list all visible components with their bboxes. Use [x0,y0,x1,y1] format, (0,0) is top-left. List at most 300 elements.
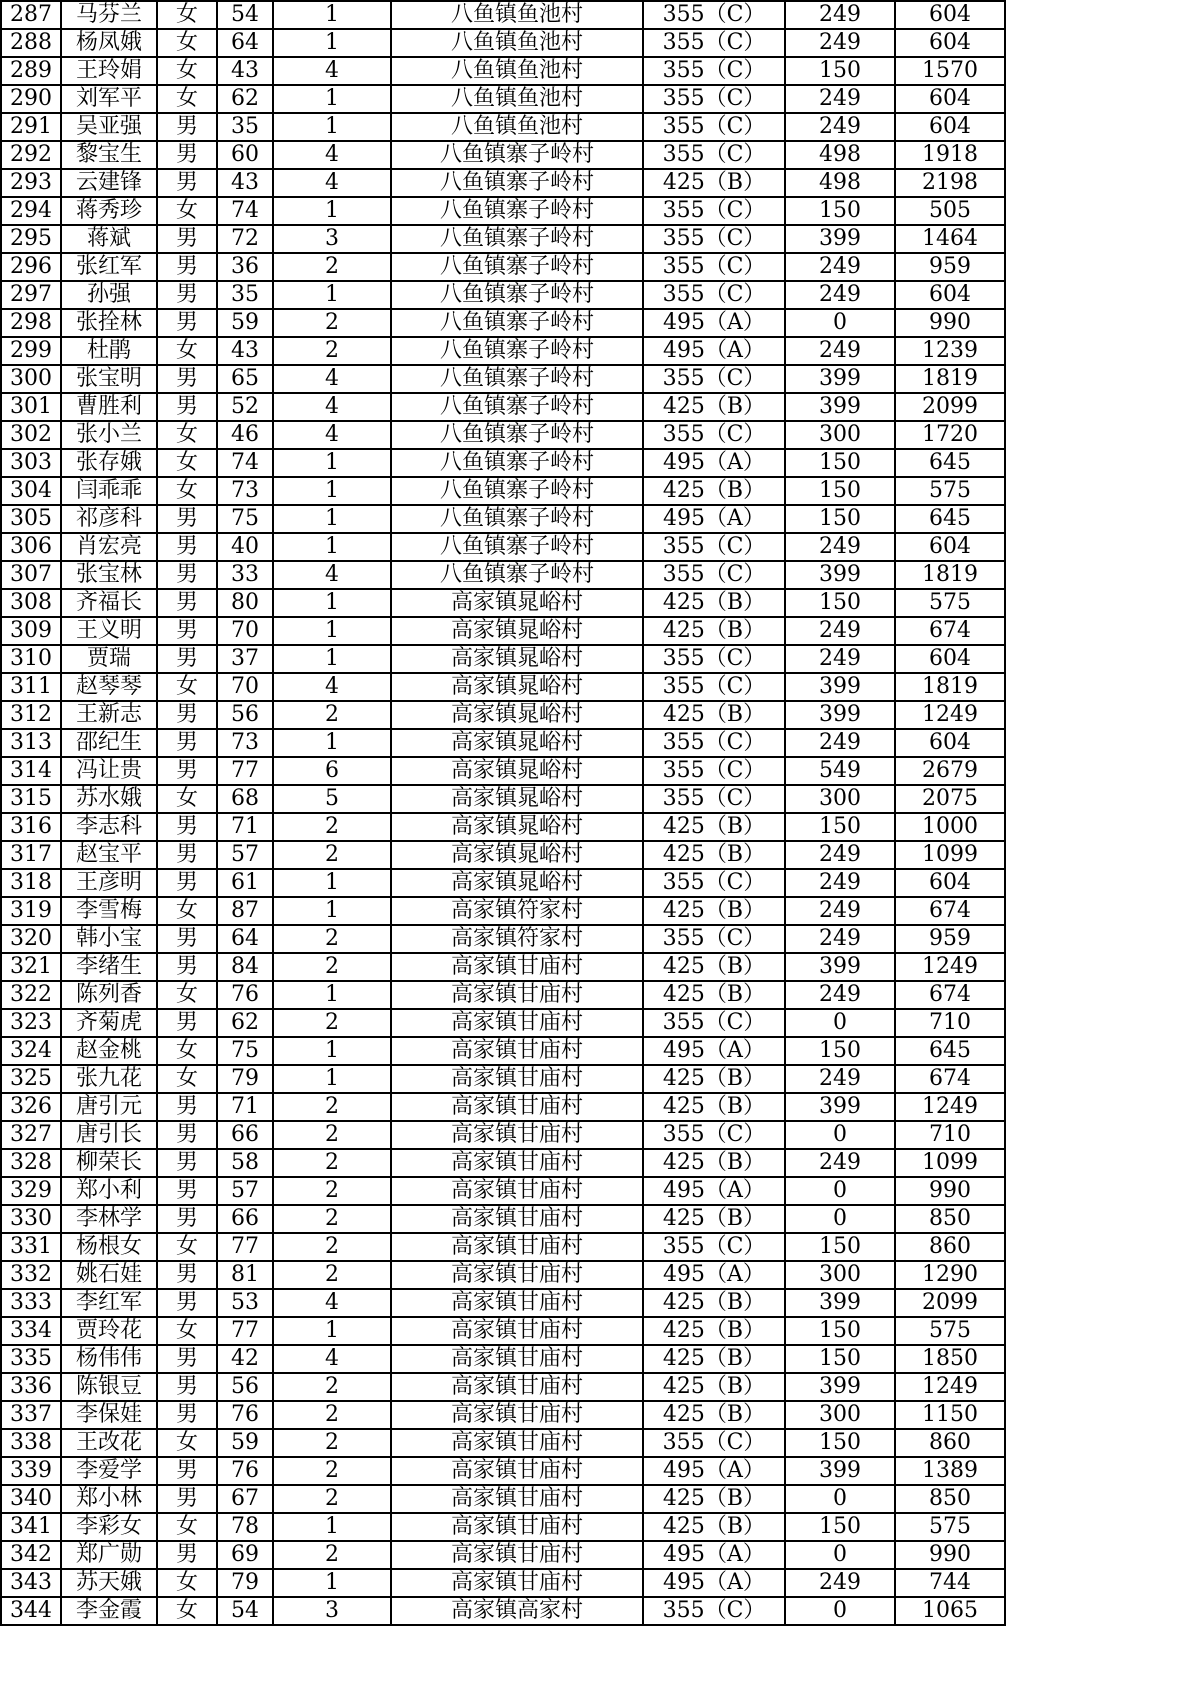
age-cell: 76 [217,981,273,1009]
table-row [1,85,1005,113]
gender-cell: 女 [157,1513,217,1541]
id-cell: 306 [1,533,61,561]
age-cell: 65 [217,365,273,393]
name-cell: 闫乖乖 [61,477,157,505]
amount-cell: 150 [785,57,895,85]
gender-cell: 女 [157,29,217,57]
amount-cell: 249 [785,841,895,869]
total-cell: 1249 [895,1093,1005,1121]
standard-cell: 355（C） [643,253,785,281]
total-cell: 1570 [895,57,1005,85]
total-cell: 604 [895,281,1005,309]
age-cell: 77 [217,1233,273,1261]
location-cell: 八鱼镇寨子岭村 [391,477,643,505]
count-cell: 2 [273,1457,391,1485]
table-row [1,925,1005,953]
total-cell: 575 [895,477,1005,505]
table-row [1,1065,1005,1093]
table-row [1,757,1005,785]
location-cell: 高家镇甘庙村 [391,1205,643,1233]
gender-cell: 男 [157,1009,217,1037]
standard-cell: 425（B） [643,841,785,869]
location-cell: 八鱼镇寨子岭村 [391,421,643,449]
gender-cell: 女 [157,1065,217,1093]
gender-cell: 男 [157,1345,217,1373]
id-cell: 317 [1,841,61,869]
total-cell: 1065 [895,1597,1005,1625]
standard-cell: 425（B） [643,1149,785,1177]
table-row [1,1289,1005,1317]
id-cell: 337 [1,1401,61,1429]
id-cell: 325 [1,1065,61,1093]
id-cell: 338 [1,1429,61,1457]
count-cell: 2 [273,1373,391,1401]
count-cell: 2 [273,1149,391,1177]
location-cell: 高家镇甘庙村 [391,981,643,1009]
age-cell: 70 [217,673,273,701]
total-cell: 674 [895,897,1005,925]
location-cell: 高家镇甘庙村 [391,1373,643,1401]
name-cell: 贾瑞 [61,645,157,673]
gender-cell: 女 [157,197,217,225]
total-cell: 1000 [895,813,1005,841]
name-cell: 赵宝平 [61,841,157,869]
amount-cell: 150 [785,1345,895,1373]
gender-cell: 女 [157,1317,217,1345]
id-cell: 313 [1,729,61,757]
location-cell: 高家镇甘庙村 [391,1149,643,1177]
table-row [1,589,1005,617]
count-cell: 2 [273,1009,391,1037]
total-cell: 2099 [895,1289,1005,1317]
standard-cell: 355（C） [643,141,785,169]
age-cell: 43 [217,337,273,365]
count-cell: 1 [273,589,391,617]
age-cell: 77 [217,757,273,785]
id-cell: 320 [1,925,61,953]
count-cell: 1 [273,477,391,505]
standard-cell: 495（A） [643,449,785,477]
name-cell: 肖宏亮 [61,533,157,561]
location-cell: 高家镇甘庙村 [391,1093,643,1121]
count-cell: 2 [273,1233,391,1261]
age-cell: 64 [217,29,273,57]
id-cell: 294 [1,197,61,225]
gender-cell: 女 [157,1233,217,1261]
location-cell: 八鱼镇鱼池村 [391,57,643,85]
total-cell: 990 [895,309,1005,337]
name-cell: 孙强 [61,281,157,309]
standard-cell: 355（C） [643,729,785,757]
table-row [1,533,1005,561]
amount-cell: 249 [785,897,895,925]
amount-cell: 150 [785,505,895,533]
table-row [1,281,1005,309]
location-cell: 高家镇甘庙村 [391,1177,643,1205]
amount-cell: 399 [785,393,895,421]
total-cell: 674 [895,617,1005,645]
id-cell: 308 [1,589,61,617]
amount-cell: 399 [785,1457,895,1485]
name-cell: 吴亚强 [61,113,157,141]
table-row [1,1261,1005,1289]
id-cell: 309 [1,617,61,645]
age-cell: 64 [217,925,273,953]
id-cell: 331 [1,1233,61,1261]
id-cell: 326 [1,1093,61,1121]
total-cell: 604 [895,869,1005,897]
amount-cell: 249 [785,617,895,645]
count-cell: 2 [273,1205,391,1233]
id-cell: 296 [1,253,61,281]
name-cell: 李志科 [61,813,157,841]
id-cell: 344 [1,1597,61,1625]
count-cell: 2 [273,701,391,729]
name-cell: 祁彦科 [61,505,157,533]
standard-cell: 425（B） [643,1317,785,1345]
table-row [1,701,1005,729]
count-cell: 2 [273,1177,391,1205]
gender-cell: 男 [157,533,217,561]
table-row [1,1429,1005,1457]
name-cell: 陈银豆 [61,1373,157,1401]
standard-cell: 495（A） [643,1177,785,1205]
id-cell: 301 [1,393,61,421]
total-cell: 850 [895,1485,1005,1513]
gender-cell: 女 [157,1569,217,1597]
amount-cell: 399 [785,953,895,981]
age-cell: 40 [217,533,273,561]
age-cell: 35 [217,281,273,309]
table-row [1,113,1005,141]
location-cell: 高家镇甘庙村 [391,1569,643,1597]
age-cell: 71 [217,813,273,841]
age-cell: 73 [217,477,273,505]
total-cell: 850 [895,1205,1005,1233]
table-row [1,393,1005,421]
total-cell: 959 [895,253,1005,281]
amount-cell: 300 [785,1261,895,1289]
age-cell: 59 [217,1429,273,1457]
table-row [1,729,1005,757]
name-cell: 李金霞 [61,1597,157,1625]
table-row [1,365,1005,393]
name-cell: 唐引元 [61,1093,157,1121]
table-row [1,29,1005,57]
age-cell: 35 [217,113,273,141]
standard-cell: 425（B） [643,813,785,841]
location-cell: 八鱼镇鱼池村 [391,29,643,57]
amount-cell: 0 [785,1121,895,1149]
amount-cell: 498 [785,141,895,169]
name-cell: 王义明 [61,617,157,645]
total-cell: 645 [895,449,1005,477]
age-cell: 87 [217,897,273,925]
id-cell: 328 [1,1149,61,1177]
gender-cell: 女 [157,477,217,505]
id-cell: 316 [1,813,61,841]
location-cell: 八鱼镇寨子岭村 [391,393,643,421]
standard-cell: 495（A） [643,1457,785,1485]
location-cell: 高家镇晁峪村 [391,813,643,841]
age-cell: 72 [217,225,273,253]
id-cell: 339 [1,1457,61,1485]
standard-cell: 425（B） [643,1093,785,1121]
age-cell: 36 [217,253,273,281]
standard-cell: 355（C） [643,1233,785,1261]
age-cell: 46 [217,421,273,449]
table-row [1,1093,1005,1121]
gender-cell: 男 [157,729,217,757]
location-cell: 八鱼镇寨子岭村 [391,561,643,589]
gender-cell: 男 [157,617,217,645]
amount-cell: 399 [785,561,895,589]
amount-cell: 0 [785,1177,895,1205]
location-cell: 八鱼镇寨子岭村 [391,225,643,253]
table-row [1,1569,1005,1597]
location-cell: 高家镇甘庙村 [391,1289,643,1317]
table-row [1,1,1005,29]
id-cell: 312 [1,701,61,729]
location-cell: 高家镇晁峪村 [391,617,643,645]
location-cell: 八鱼镇鱼池村 [391,1,643,29]
table-row [1,477,1005,505]
amount-cell: 249 [785,1,895,29]
table-row [1,197,1005,225]
id-cell: 335 [1,1345,61,1373]
id-cell: 303 [1,449,61,477]
table-row [1,1205,1005,1233]
count-cell: 1 [273,981,391,1009]
amount-cell: 150 [785,1513,895,1541]
amount-cell: 249 [785,113,895,141]
table-row [1,225,1005,253]
location-cell: 高家镇甘庙村 [391,1233,643,1261]
gender-cell: 男 [157,953,217,981]
amount-cell: 150 [785,1233,895,1261]
amount-cell: 300 [785,785,895,813]
amount-cell: 399 [785,1093,895,1121]
id-cell: 292 [1,141,61,169]
amount-cell: 249 [785,533,895,561]
total-cell: 604 [895,29,1005,57]
id-cell: 341 [1,1513,61,1541]
name-cell: 蒋秀珍 [61,197,157,225]
table-row [1,841,1005,869]
amount-cell: 0 [785,1205,895,1233]
total-cell: 1249 [895,953,1005,981]
table-row [1,673,1005,701]
name-cell: 唐引长 [61,1121,157,1149]
total-cell: 1819 [895,561,1005,589]
location-cell: 高家镇晁峪村 [391,701,643,729]
amount-cell: 150 [785,1429,895,1457]
age-cell: 43 [217,169,273,197]
name-cell: 张宝林 [61,561,157,589]
location-cell: 八鱼镇寨子岭村 [391,169,643,197]
total-cell: 1720 [895,421,1005,449]
gender-cell: 女 [157,85,217,113]
table-row [1,169,1005,197]
gender-cell: 女 [157,785,217,813]
total-cell: 1150 [895,1401,1005,1429]
standard-cell: 355（C） [643,85,785,113]
name-cell: 李保娃 [61,1401,157,1429]
name-cell: 张宝明 [61,365,157,393]
standard-cell: 355（C） [643,561,785,589]
standard-cell: 495（A） [643,1037,785,1065]
count-cell: 2 [273,925,391,953]
table-row [1,449,1005,477]
location-cell: 八鱼镇寨子岭村 [391,449,643,477]
id-cell: 288 [1,29,61,57]
standard-cell: 355（C） [643,925,785,953]
table-row [1,1009,1005,1037]
gender-cell: 男 [157,1457,217,1485]
standard-cell: 355（C） [643,673,785,701]
id-cell: 295 [1,225,61,253]
count-cell: 2 [273,1261,391,1289]
age-cell: 59 [217,309,273,337]
total-cell: 1918 [895,141,1005,169]
amount-cell: 249 [785,281,895,309]
gender-cell: 女 [157,1597,217,1625]
id-cell: 299 [1,337,61,365]
standard-cell: 425（B） [643,1401,785,1429]
total-cell: 1249 [895,1373,1005,1401]
standard-cell: 425（B） [643,477,785,505]
amount-cell: 498 [785,169,895,197]
standard-cell: 425（B） [643,1513,785,1541]
count-cell: 1 [273,113,391,141]
age-cell: 57 [217,841,273,869]
amount-cell: 399 [785,1373,895,1401]
table-row [1,813,1005,841]
standard-cell: 355（C） [643,1597,785,1625]
total-cell: 645 [895,505,1005,533]
location-cell: 高家镇晁峪村 [391,757,643,785]
location-cell: 高家镇甘庙村 [391,1345,643,1373]
name-cell: 李林学 [61,1205,157,1233]
total-cell: 1290 [895,1261,1005,1289]
standard-cell: 425（B） [643,1485,785,1513]
table-row [1,1345,1005,1373]
standard-cell: 355（C） [643,365,785,393]
id-cell: 315 [1,785,61,813]
table-row [1,645,1005,673]
location-cell: 高家镇晁峪村 [391,841,643,869]
id-cell: 334 [1,1317,61,1345]
gender-cell: 男 [157,113,217,141]
gender-cell: 男 [157,561,217,589]
location-cell: 高家镇甘庙村 [391,1401,643,1429]
gender-cell: 男 [157,225,217,253]
records-table-body [1,1,1005,1625]
location-cell: 八鱼镇寨子岭村 [391,505,643,533]
gender-cell: 女 [157,421,217,449]
age-cell: 57 [217,1177,273,1205]
table-row [1,1541,1005,1569]
standard-cell: 355（C） [643,533,785,561]
standard-cell: 425（B） [643,1373,785,1401]
gender-cell: 男 [157,309,217,337]
gender-cell: 男 [157,1401,217,1429]
id-cell: 304 [1,477,61,505]
id-cell: 291 [1,113,61,141]
id-cell: 342 [1,1541,61,1569]
gender-cell: 男 [157,169,217,197]
count-cell: 2 [273,1401,391,1429]
name-cell: 王改花 [61,1429,157,1457]
id-cell: 324 [1,1037,61,1065]
table-row [1,561,1005,589]
amount-cell: 249 [785,729,895,757]
standard-cell: 425（B） [643,897,785,925]
total-cell: 744 [895,1569,1005,1597]
age-cell: 43 [217,57,273,85]
gender-cell: 男 [157,1149,217,1177]
total-cell: 645 [895,1037,1005,1065]
name-cell: 柳荣长 [61,1149,157,1177]
name-cell: 曹胜利 [61,393,157,421]
name-cell: 冯让贵 [61,757,157,785]
table-row [1,1177,1005,1205]
standard-cell: 495（A） [643,337,785,365]
id-cell: 343 [1,1569,61,1597]
table-row [1,421,1005,449]
age-cell: 60 [217,141,273,169]
name-cell: 赵琴琴 [61,673,157,701]
count-cell: 3 [273,225,391,253]
gender-cell: 男 [157,365,217,393]
amount-cell: 249 [785,1569,895,1597]
name-cell: 张拴林 [61,309,157,337]
standard-cell: 425（B） [643,617,785,645]
total-cell: 604 [895,113,1005,141]
gender-cell: 男 [157,645,217,673]
total-cell: 1239 [895,337,1005,365]
age-cell: 54 [217,1597,273,1625]
location-cell: 八鱼镇寨子岭村 [391,309,643,337]
age-cell: 53 [217,1289,273,1317]
standard-cell: 495（A） [643,1261,785,1289]
location-cell: 高家镇晁峪村 [391,785,643,813]
id-cell: 330 [1,1205,61,1233]
table-row [1,1513,1005,1541]
table-row [1,1401,1005,1429]
name-cell: 张小兰 [61,421,157,449]
amount-cell: 0 [785,1009,895,1037]
gender-cell: 男 [157,757,217,785]
count-cell: 1 [273,897,391,925]
count-cell: 1 [273,645,391,673]
count-cell: 4 [273,365,391,393]
name-cell: 杨根女 [61,1233,157,1261]
name-cell: 姚石娃 [61,1261,157,1289]
total-cell: 575 [895,589,1005,617]
amount-cell: 249 [785,253,895,281]
standard-cell: 355（C） [643,57,785,85]
name-cell: 苏天娥 [61,1569,157,1597]
gender-cell: 女 [157,337,217,365]
gender-cell: 男 [157,253,217,281]
total-cell: 1099 [895,841,1005,869]
id-cell: 318 [1,869,61,897]
age-cell: 76 [217,1457,273,1485]
location-cell: 八鱼镇寨子岭村 [391,281,643,309]
amount-cell: 150 [785,197,895,225]
gender-cell: 男 [157,1205,217,1233]
